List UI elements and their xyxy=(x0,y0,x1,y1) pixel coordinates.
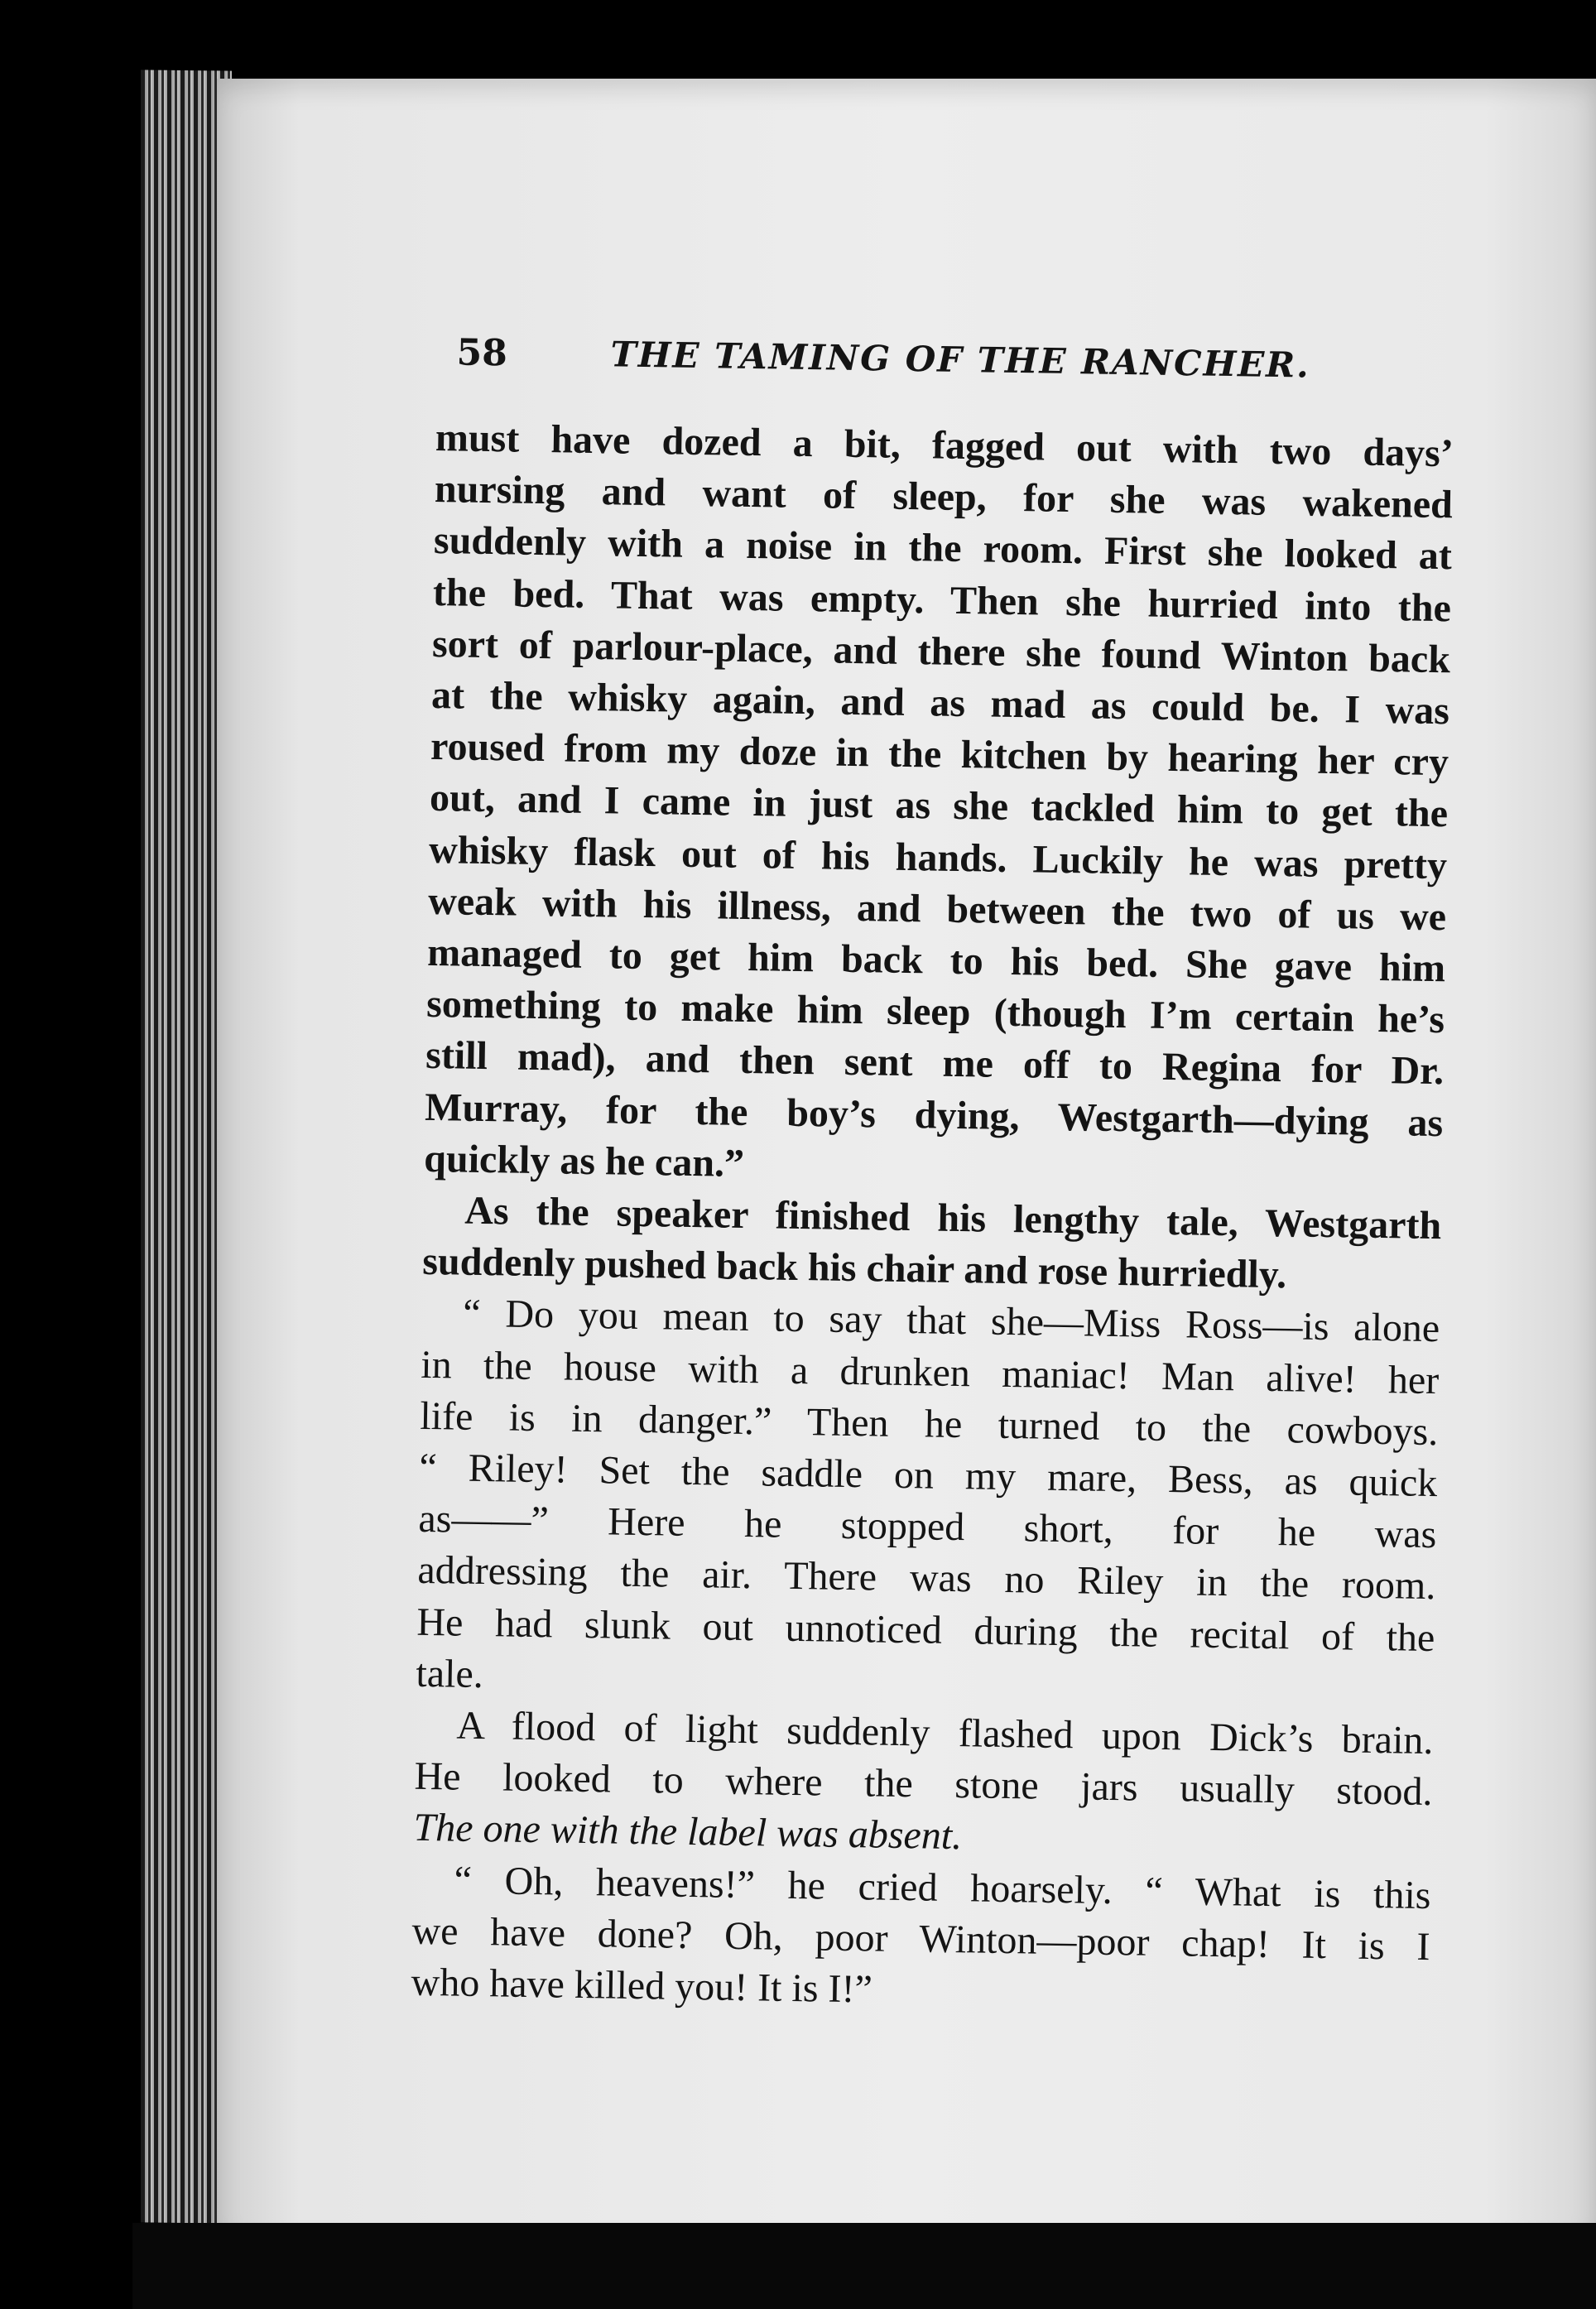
text-line: whisky flask out of his hands. Luckily he was pretty xyxy=(428,827,1448,888)
text-line-italic: The one with the label was absent. xyxy=(413,1806,963,1859)
text-line: in the house with a drunken maniac! Man alive! her xyxy=(420,1342,1440,1402)
text-line: must have dozed a bit, fagged out with two days’ xyxy=(435,415,1454,476)
text-line: sort of parlour-place, and there she found Winton back xyxy=(431,621,1451,682)
page-text-block xyxy=(411,331,1455,2024)
text-line: we have done? Oh, poor Winton—poor chap! It is I xyxy=(411,1908,1430,1969)
body-text xyxy=(411,412,1454,2024)
text-line: out, and I came in just as she tackled him to get the xyxy=(429,776,1449,836)
text-line: “ Oh, heavens!” he cried hoarsely. “ What is this xyxy=(454,1858,1431,1917)
text-line: life is in danger.” Then he turned to the cowboys. xyxy=(420,1393,1439,1455)
running-title: THE TAMING OF THE RANCHER. xyxy=(610,334,1311,386)
text-line: As the speaker finished his lengthy tale, Westgarth xyxy=(464,1188,1442,1248)
text-line: “ Do you mean to say that she—Miss Ross—is alone xyxy=(462,1292,1440,1351)
text-line: addressing the air. There was no Riley in the room. xyxy=(417,1548,1436,1609)
text-line: who have killed you! It is I!” xyxy=(411,1960,873,2012)
text-line: nursing and want of sleep, for she was wakened xyxy=(434,467,1454,527)
text-line: managed to get him back to his bed. She gave him xyxy=(426,930,1446,991)
text-line: He had slunk out unnoticed during the recital of the xyxy=(416,1599,1435,1660)
text-line: He looked to where the stone jars usually stood. xyxy=(414,1754,1433,1815)
text-line: quickly as he can.” xyxy=(423,1136,745,1186)
page-number: 58 xyxy=(456,331,508,375)
text-line: suddenly pushed back his chair and rose hurriedly. xyxy=(421,1239,1287,1297)
text-line: weak with his illness, and between the two of us we xyxy=(427,878,1447,940)
text-line: something to make him sleep (though I’m certain he’s xyxy=(425,982,1445,1042)
text-line: “ Riley! Set the saddle on my mare, Bess, as quick xyxy=(419,1445,1438,1506)
text-line: roused from my doze in the kitchen by hearing her cry xyxy=(430,724,1449,785)
text-line: Murray, for the boy’s dying, Westgarth—dying as xyxy=(424,1085,1444,1145)
text-line: A flood of light suddenly flashed upon Dick’s brain. xyxy=(456,1703,1434,1763)
text-line: as——” Here he stopped short, for he was xyxy=(418,1497,1437,1557)
scan-bottom-border xyxy=(132,2223,1596,2309)
text-line: the bed. That was empty. Then she hurried into the xyxy=(432,570,1452,630)
text-line: suddenly with a noise in the room. First she looked at xyxy=(433,518,1453,579)
text-line: at the whisky again, and as mad as could be. I was xyxy=(430,672,1450,734)
text-line: tale. xyxy=(416,1651,484,1696)
text-line: still mad), and then sent me off to Regina for Dr. xyxy=(425,1033,1445,1094)
